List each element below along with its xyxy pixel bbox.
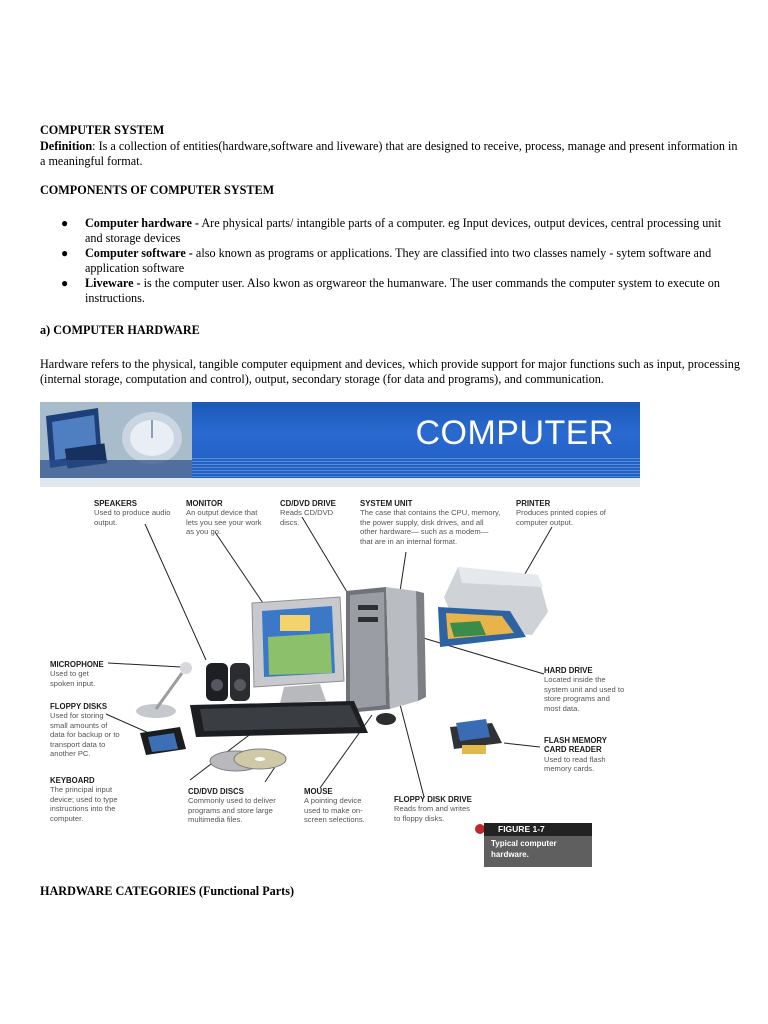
label-flash-memory-card-reader — [544, 736, 618, 774]
components-list — [40, 216, 740, 306]
label-cd-dvd-discs — [188, 787, 288, 825]
label-printer — [516, 499, 606, 527]
caption-text: Typical computer hardware. — [491, 839, 557, 859]
heading-computer-system: COMPUTER SYSTEM — [40, 123, 165, 137]
label-title: FLOPPY DISKS — [50, 702, 108, 711]
list-item — [40, 216, 740, 246]
computer-hardware-figure — [40, 402, 640, 868]
label-desc: Used to read flash memory cards. — [544, 754, 606, 774]
banner-title: COMPUTER — [415, 414, 614, 452]
label-keyboard — [50, 776, 130, 823]
label-title: MICROPHONE — [50, 660, 104, 669]
component-text: Are physical parts/ intangible parts of a computer. eg Input devices, output devices, central processing unit and storage devices — [85, 216, 722, 245]
definition-paragraph — [40, 139, 740, 169]
label-floppy-disk-drive — [394, 795, 474, 823]
label-desc: Used to produce audio output. — [94, 508, 171, 527]
label-title: CD/DVD DRIVE — [280, 499, 336, 508]
label-title: SYSTEM UNIT — [360, 499, 413, 508]
label-desc: Commonly used to deliver programs and store large multimedia files. — [188, 796, 276, 825]
bullet-icon: ● — [61, 276, 69, 290]
label-speakers — [94, 499, 174, 527]
heading-computer-hardware: a) COMPUTER HARDWARE — [40, 323, 200, 337]
label-title: MONITOR — [186, 499, 223, 508]
banner-stripes — [192, 458, 640, 478]
list-item — [40, 276, 740, 306]
component-text: also known as programs or applications. They are classified into two classes namely - sytem software and application software — [85, 246, 712, 275]
list-item — [40, 246, 740, 276]
hardware-paragraph: Hardware refers to the physical, tangible computer equipment and devices, which provide support for major functions such as input, processing (internal storage, computation and control), output, secondary storage (for data and programs), and communication. — [40, 357, 740, 386]
label-desc: The case that contains the CPU, memory, the power supply, disk drives, and all other hardware— such as a modem— that are in an internal format. — [360, 508, 501, 546]
definition-text: : Is a collection of entities(hardware,software and liveware) that are designed to receive, process, manage and present information in a meaningful format. — [40, 139, 738, 168]
figure-caption — [484, 823, 592, 867]
label-desc: The principal input device; used to type instructions into the computer. — [50, 785, 118, 823]
label-title: PRINTER — [516, 499, 551, 508]
label-desc: An output device that lets you see your work as you go. — [186, 508, 262, 537]
label-floppy-disks — [50, 702, 122, 758]
bullet-icon: ● — [61, 246, 69, 260]
heading-hardware-categories: HARDWARE CATEGORIES (Functional Parts) — [40, 884, 295, 898]
label-desc: Used to get spoken input. — [50, 669, 96, 688]
floppy-disks-image — [140, 727, 186, 755]
component-term: Liveware - — [85, 276, 141, 290]
figure-banner — [40, 402, 640, 487]
component-text: is the computer user. Also kwon as orgwareor the humanware. The user commands the computer system to execute on instructions. — [85, 276, 720, 305]
label-title: HARD DRIVE — [544, 666, 593, 675]
banner-photo — [40, 402, 198, 478]
speakers-image — [206, 663, 250, 701]
label-desc: A pointing device used to make on-screen selections. — [304, 796, 365, 825]
heading-components: COMPONENTS OF COMPUTER SYSTEM — [40, 183, 275, 197]
label-desc: Reads CD/DVD discs. — [280, 508, 334, 527]
flash-card-reader-image — [450, 719, 502, 754]
label-desc: Located inside the system unit and used to store programs and most data. — [544, 675, 625, 713]
banner-underline — [40, 478, 640, 487]
label-system-unit — [360, 499, 502, 546]
keyboard-image — [190, 701, 368, 737]
mouse-image — [376, 713, 396, 725]
label-mouse — [304, 787, 374, 825]
monitor-image — [252, 597, 344, 703]
system-unit-image — [346, 587, 426, 713]
label-title: CD/DVD DISCS — [188, 787, 244, 796]
microphone-image — [136, 662, 192, 718]
label-title: SPEAKERS — [94, 499, 137, 508]
bullet-icon: ● — [61, 216, 69, 230]
label-title: KEYBOARD — [50, 776, 95, 785]
label-desc: Produces printed copies of computer output. — [516, 508, 606, 527]
label-title: FLASH MEMORY CARD READER — [544, 736, 607, 755]
figure-number: FIGURE 1-7 — [484, 823, 592, 836]
label-desc: Reads from and writes to floppy disks. — [394, 804, 470, 823]
label-title: MOUSE — [304, 787, 333, 796]
label-monitor — [186, 499, 262, 537]
printer-image — [438, 567, 548, 647]
component-term: Computer hardware - — [85, 216, 199, 230]
label-hard-drive — [544, 666, 628, 713]
label-cd-dvd-drive — [280, 499, 344, 527]
cd-discs-image — [210, 749, 286, 771]
label-desc: Used for storing small amounts of data for backup or to transport data to another PC. — [50, 711, 120, 759]
definition-label: Definition — [40, 139, 93, 153]
label-title: FLOPPY DISK DRIVE — [394, 795, 472, 804]
component-term: Computer software - — [85, 246, 193, 260]
label-microphone — [50, 660, 110, 688]
